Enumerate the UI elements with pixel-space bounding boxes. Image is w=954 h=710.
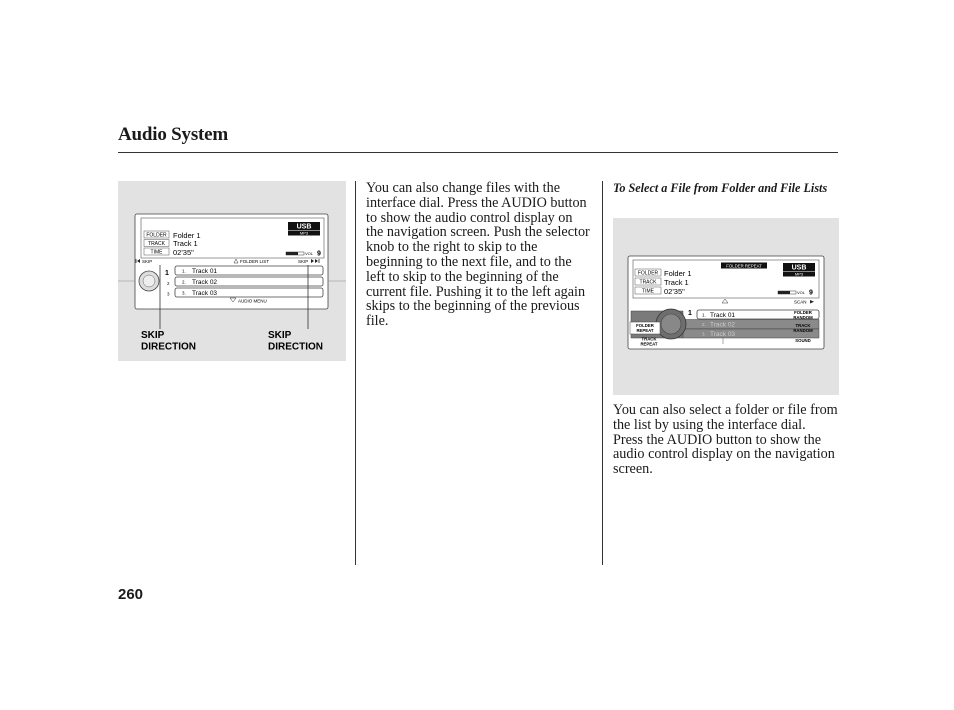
skip-direction-left-line2: DIRECTION — [141, 341, 196, 353]
track-row-1-label: Track 01 — [192, 268, 218, 275]
sound-label: SOUND — [795, 338, 811, 343]
track-row-3-label: Track 03 — [710, 331, 736, 338]
track-value: Track 1 — [173, 239, 198, 248]
folder-list-label: FOLDER LIST — [240, 259, 270, 264]
time-button-label: TIME — [150, 249, 163, 256]
format-label: MP3 — [794, 271, 804, 277]
folder-random-line2: RANDOM — [793, 315, 813, 320]
track-row-2-label: Track 02 — [710, 321, 736, 329]
time-value: 02'35" — [173, 248, 194, 257]
folder-repeat-line1: FOLDER — [636, 323, 654, 328]
folder-button-label: FOLDER — [637, 270, 659, 277]
track-repeat-line1: TRACK — [641, 336, 657, 342]
track-row-3-num: 3. — [702, 331, 706, 337]
skip-right-label: SKIP — [298, 259, 309, 264]
section-subheading: To Select a File from Folder and File Lists — [613, 181, 828, 195]
skip-direction-left-line1: SKIP — [141, 330, 165, 341]
scan-label: SCAN — [794, 299, 807, 305]
track-row-2-num: 2. — [182, 279, 186, 285]
selector-number: 1 — [688, 310, 692, 317]
track-row-3-label: Track 03 — [192, 290, 218, 297]
page-title: Audio System — [118, 124, 229, 145]
vol-value: 9 — [317, 250, 321, 258]
track-random-line2: RANDOM — [793, 328, 813, 333]
track-row-1-label: Track 01 — [710, 312, 736, 319]
left-figure-panel — [118, 181, 346, 361]
folder-button-label: FOLDER — [146, 232, 167, 239]
format-label: MP3 — [299, 230, 309, 236]
track-row-2-label: Track 02 — [192, 279, 218, 286]
vol-label: VOL — [797, 290, 806, 295]
folder-random-line1: FOLDER — [794, 310, 812, 315]
column-divider-right — [602, 181, 603, 565]
audio-menu-label: AUDIO MENU — [238, 298, 267, 304]
right-paragraph: You can also select a folder or file from the list by using the interface dial. Press the AUDIO button to show the audio control display on the navigation screen. — [613, 402, 838, 478]
source-label: USB — [791, 264, 807, 272]
track-value: Track 1 — [664, 278, 689, 287]
title-rule — [118, 152, 838, 153]
track-row-1-num: 1. — [702, 312, 706, 318]
folder-file-list-diagram — [613, 218, 839, 395]
time-value: 02'35" — [664, 287, 685, 296]
selector-number: 1 — [165, 270, 169, 277]
track-row-3-num: 3. — [182, 290, 186, 296]
track-random-line1: TRACK — [795, 323, 811, 328]
volume-fill — [778, 291, 790, 294]
column-divider-left — [355, 181, 356, 565]
time-button-label: TIME — [642, 288, 654, 295]
skip-direction-right-line1: SKIP — [268, 330, 292, 341]
track-row-1-num: 1. — [182, 268, 186, 274]
track-button-label: TRACK — [639, 279, 657, 286]
vol-label: VOL — [305, 251, 314, 256]
right-figure-panel — [613, 218, 839, 395]
list-index-2: 2 — [167, 281, 170, 286]
skip-left-label: SKIP — [142, 259, 153, 264]
folder-repeat-line2: REPEAT — [636, 328, 654, 333]
vol-value: 9 — [809, 289, 813, 297]
track-repeat-line2: REPEAT — [640, 341, 658, 347]
volume-fill — [286, 252, 298, 255]
middle-paragraph: You can also change files with the interface dial. Press the AUDIO button to show the audio control display on the navigation screen. Push the selector knob to the right to skip to the beginning to the next file, and to the left to skip to the beginning of the current file. Pushing it to the left again skips to the beginning of the previous file. — [366, 180, 590, 330]
folder-value: Folder 1 — [173, 231, 201, 240]
source-label: USB — [296, 223, 312, 231]
skip-direction-diagram — [118, 181, 346, 361]
page-number: 260 — [118, 586, 144, 603]
folder-repeat-indicator-label: FOLDER REPEAT — [726, 263, 762, 269]
skip-direction-right-line2: DIRECTION — [268, 341, 323, 353]
track-button-label: TRACK — [148, 241, 165, 247]
list-index-3: 3 — [167, 291, 170, 297]
track-row-2-num: 2. — [702, 322, 706, 327]
folder-value: Folder 1 — [664, 269, 692, 278]
